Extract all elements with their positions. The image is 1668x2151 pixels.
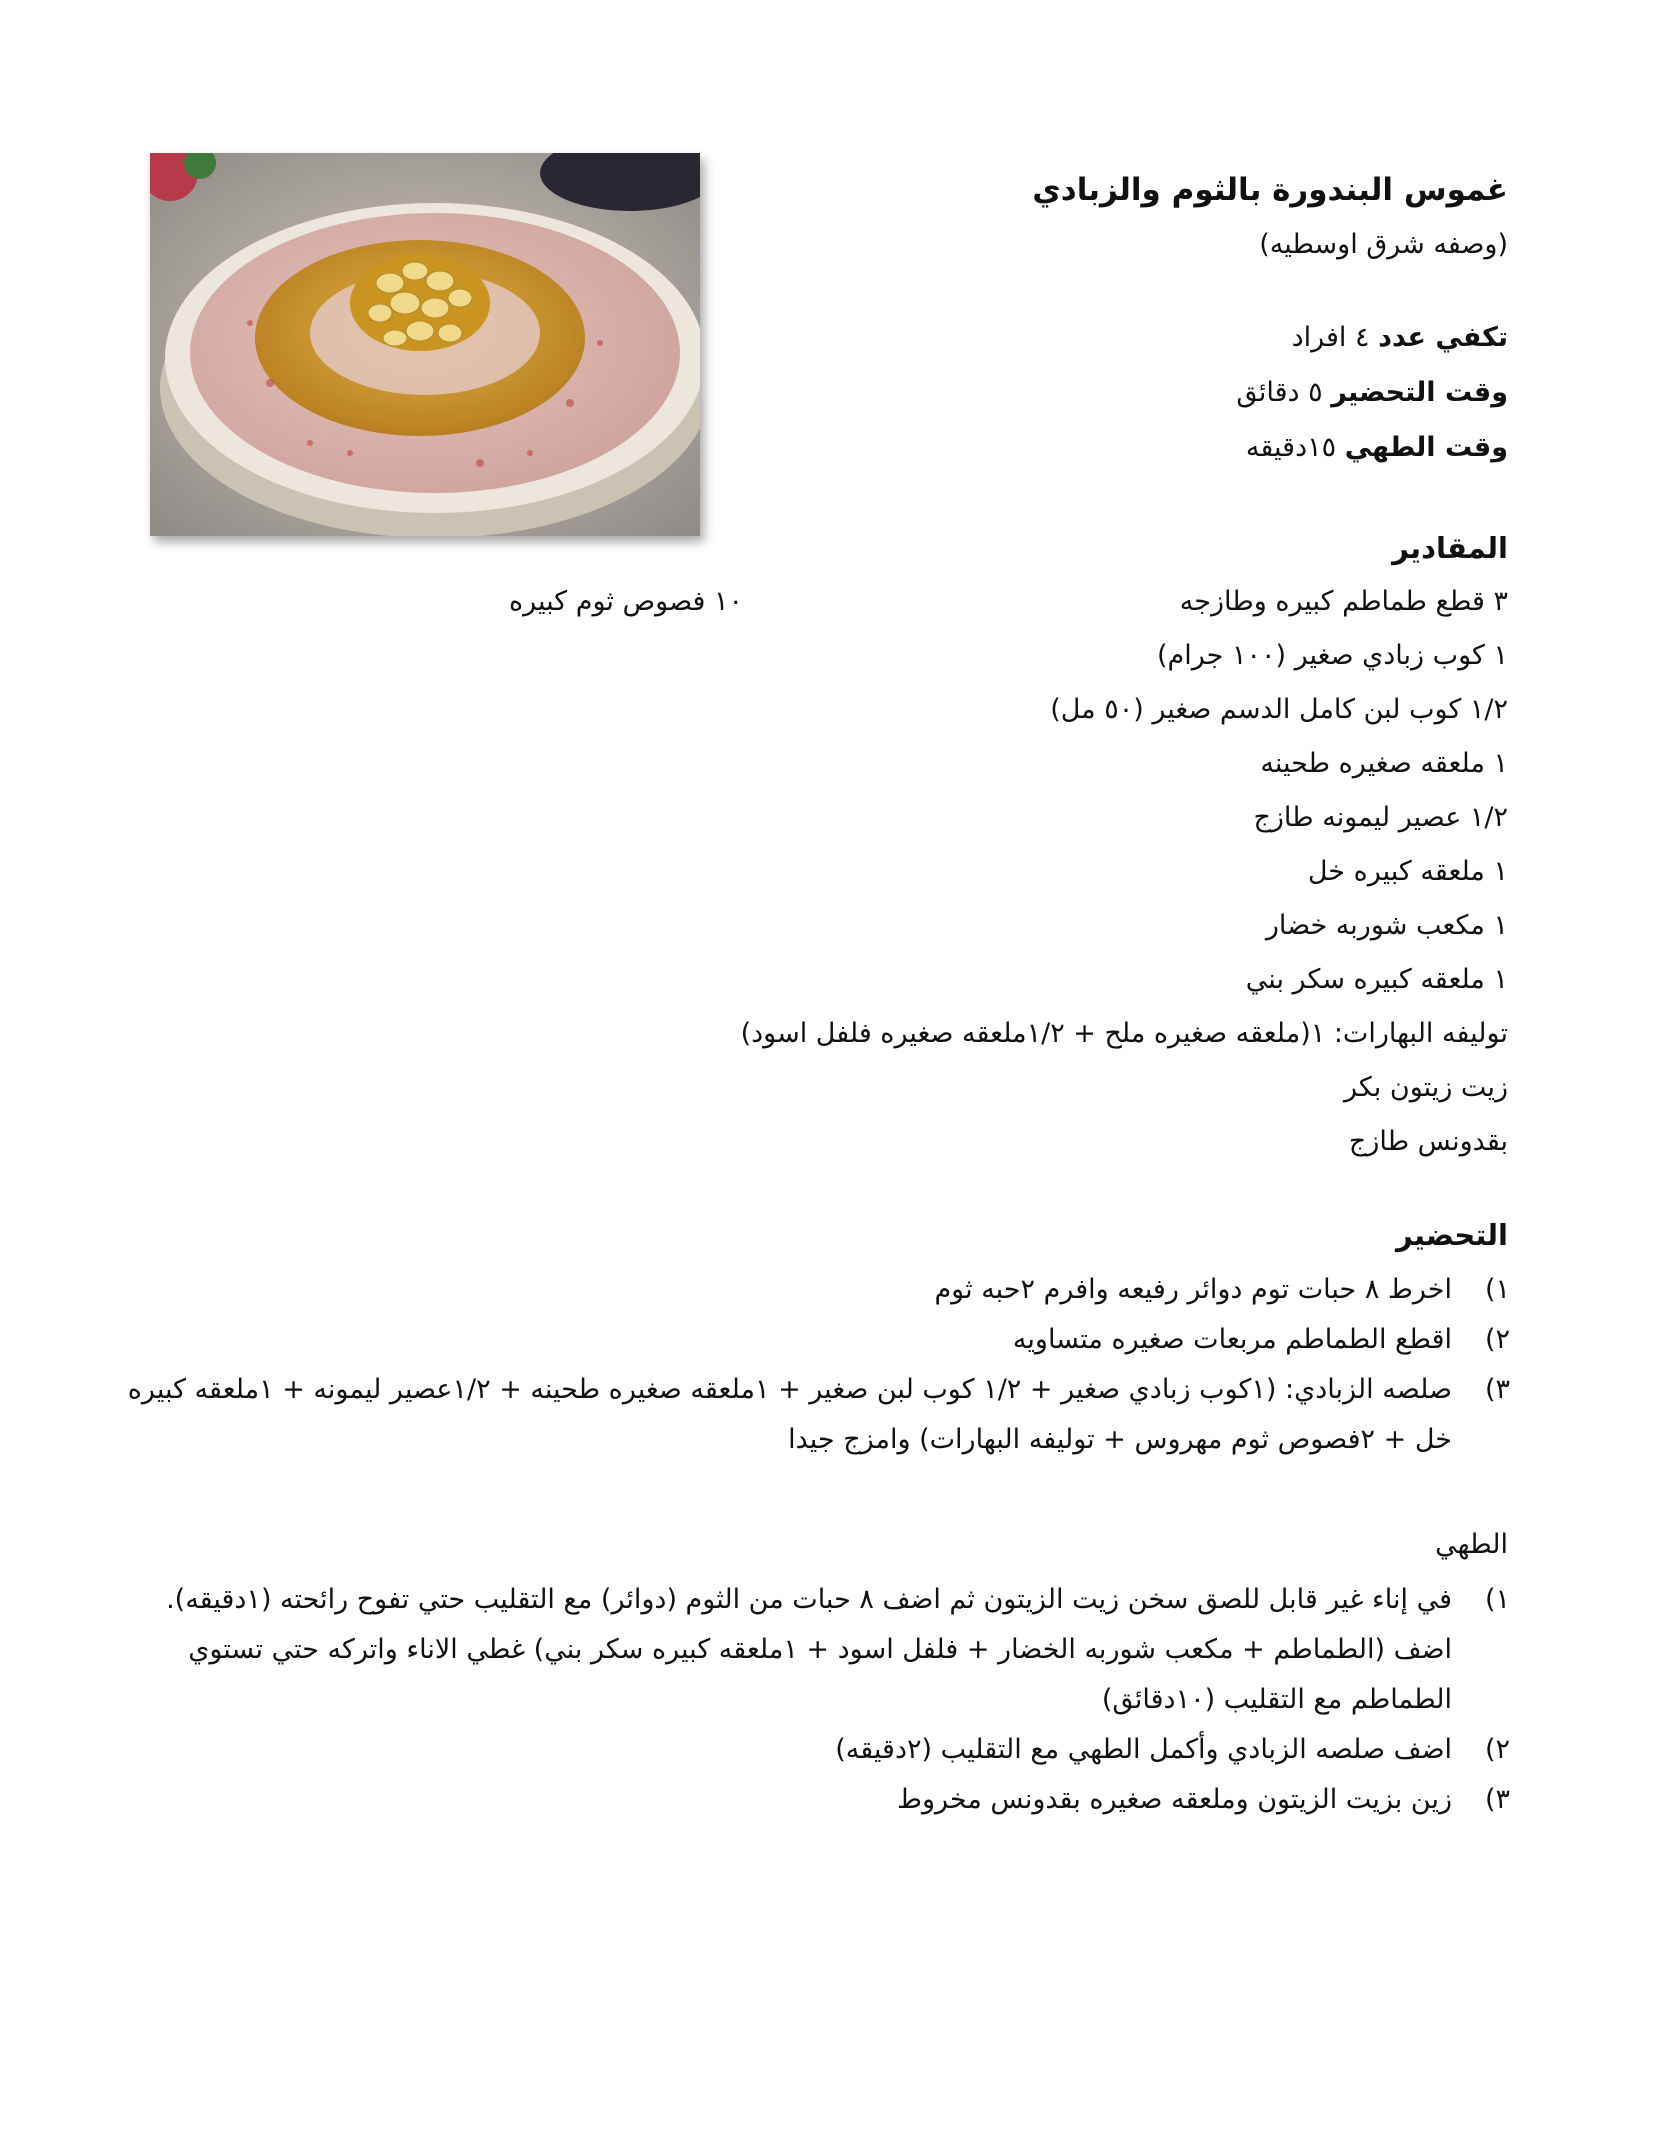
serves-value: ٤ افراد — [1291, 322, 1370, 353]
ingredient-item: ١/٢ كوب لبن كامل الدسم صغير (٥٠ مل) — [1050, 694, 1508, 725]
ingredient-item: ١ مكعب شوربه خضار — [1265, 910, 1508, 941]
ingredient-item: ١ ملعقه كبيره سكر بني — [1245, 964, 1508, 995]
ingredient-item: ٣ قطع طماطم كبيره وطازجه — [1179, 586, 1508, 617]
step-text: صلصه الزبادي: (١كوب زبادي صغير + ١/٢ كوب لبن صغير + ١ملعقه صغيره طحينه + ١/٢عصير ليمونه + ١ملعقه كبيره خل + ٢فصوص ثوم مهروس + توليفه البهارات) وامزج جيدا — [127, 1374, 1452, 1455]
step-text: في إناء غير قابل للصق سخن زيت الزيتون ثم اضف ٨ حبات من الثوم (دوائر) مع التقليب حتي تفوح رائحته (١دقيقه). اضف (الطماطم + مكعب شوربه الخضار + فلفل اسود + ١ملعقه كبيره سكر بني) غطي الاناء واتركه حتي تستوي الطماطم مع التقليب (١٠دقائق) — [166, 1584, 1452, 1715]
ingredient-item: توليفه البهارات: ١(ملعقه صغيره ملح + ١/٢ملعقه صغيره فلفل اسود) — [740, 1018, 1508, 1049]
step-text: اقطع الطماطم مربعات صغيره متساويه — [1012, 1324, 1452, 1355]
preparation-steps — [110, 1265, 1510, 1465]
step-number: ١) — [1484, 1584, 1510, 1615]
step-text: اضف صلصه الزبادي وأكمل الطهي مع التقليب (٢دقيقه) — [835, 1734, 1452, 1765]
step-number: ٣) — [1484, 1374, 1510, 1405]
preparation-step — [110, 1265, 1510, 1315]
ingredient-item: ١ ملعقه صغيره طحينه — [1260, 748, 1508, 779]
cook-time-value: ١٥دقيقه — [1245, 432, 1337, 463]
prep-time-line — [1236, 373, 1508, 413]
ingredient-item-garlic: ١٠ فصوص ثوم كبيره — [508, 586, 743, 617]
step-number: ٣) — [1484, 1784, 1510, 1815]
cook-time-label: وقت الطهي — [1344, 432, 1508, 463]
step-number: ١) — [1484, 1274, 1510, 1305]
recipe-title: غموس البندورة بالثوم والزبادي — [1032, 172, 1508, 208]
step-number: ٢) — [1484, 1324, 1510, 1355]
ingredient-item: بقدونس طازج — [1348, 1126, 1508, 1157]
serves-label: تكفي عدد — [1378, 322, 1508, 353]
cooking-step — [110, 1775, 1510, 1825]
cooking-heading: الطهي — [1435, 1529, 1508, 1560]
ingredient-item: ١ كوب زبادي صغير (١٠٠ جرام) — [1157, 640, 1508, 671]
step-text: زين بزيت الزيتون وملعقه صغيره بقدونس مخروط — [897, 1784, 1452, 1815]
ingredient-item: ١/٢ عصير ليمونه طازج — [1253, 802, 1508, 833]
preparation-step — [110, 1315, 1510, 1365]
step-number: ٢) — [1484, 1734, 1510, 1765]
step-text: اخرط ٨ حبات توم دوائر رفيعه وافرم ٢حبه ثوم — [934, 1274, 1452, 1305]
prep-time-label: وقت التحضير — [1331, 377, 1508, 408]
ingredient-item: ١ ملعقه كبيره خل — [1307, 856, 1508, 887]
serves-line — [1292, 318, 1508, 358]
cooking-steps — [110, 1575, 1510, 1825]
ingredient-item: زيت زيتون بكر — [1343, 1072, 1508, 1103]
cooking-step — [110, 1725, 1510, 1775]
cook-time-line — [1246, 428, 1508, 468]
prep-time-value: ٥ دقائق — [1236, 377, 1323, 408]
cooking-step — [110, 1575, 1510, 1725]
preparation-heading: التحضير — [1395, 1218, 1508, 1252]
recipe-subtitle: (وصفه شرق اوسطيه) — [1259, 229, 1508, 260]
ingredients-heading: المقادير — [1392, 531, 1508, 565]
dish-photo — [150, 153, 700, 536]
preparation-step — [110, 1365, 1510, 1465]
dish-photo-illustration — [150, 153, 700, 536]
